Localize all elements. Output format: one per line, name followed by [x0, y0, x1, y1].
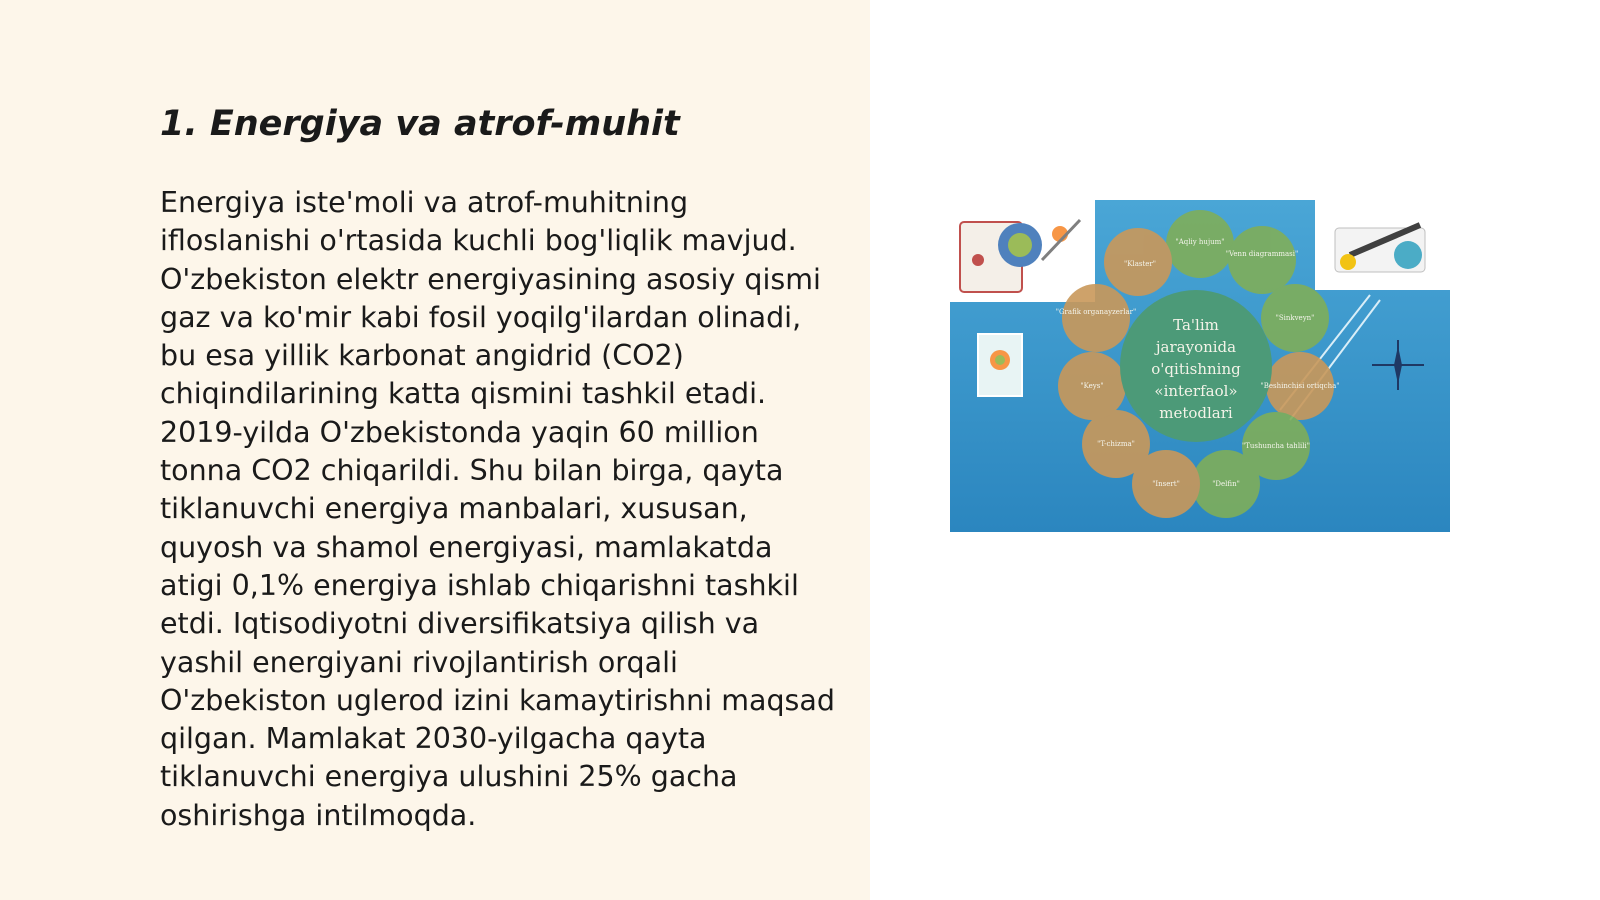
center-line-4: «interfaol» [1154, 382, 1238, 400]
center-line-1: Ta'lim [1173, 316, 1219, 334]
slide-title: 1. Energiya va atrof-muhit [160, 104, 680, 144]
petal-label: "Delfin" [1212, 480, 1240, 488]
center-line-3: o'qitishning [1151, 360, 1241, 378]
center-line-2: jarayonida [1155, 338, 1237, 356]
petal-label: "Grafik organayzerlar" [1055, 308, 1137, 316]
petal-label: "Klaster" [1124, 260, 1156, 268]
center-line-5: metodlari [1159, 404, 1233, 422]
small-card-icon [978, 334, 1022, 396]
petal-label: "Insert" [1152, 480, 1180, 488]
slide-body-text: Energiya iste'moli va atrof-muhitning ifloslanishi o'rtasida kuchli bog'liqlik mavjud. O'zbekiston elektr energiyasining asosiy qismi gaz va ko'mir kabi fosil yoqilg'ilardan olinadi, bu esa yillik karbonat angidrid (CO2) chiqindilarining katta qismini tashkil etadi. 2019-yilda O'zbekistonda yaqin 60 million tonna CO2 chiqarildi. Shu bilan birga, qayta tiklanuvchi energiya manbalari, xususan, quyosh va shamol energiyasi, mamlakatda atigi 0,1% energiya ishlab chiqarishni tashkil etdi. Iqtisodiyotni diversifikatsiya qilish va yashil energiyani rivojlantirish orqali O'zbekiston uglerod izini kamaytirishni maqsad qilgan. Mamlakat 2030-yilgacha qayta tiklanuvchi energiya ulushini 25% gacha oshirishga intilmoqda. [160, 186, 835, 832]
petal-label: "Tushuncha tahlili" [1241, 442, 1311, 450]
petal-label: "Beshinchisi ortiqcha" [1260, 382, 1340, 390]
science-tools-illustration-icon [1335, 225, 1425, 272]
petal-label: "Keys" [1080, 382, 1104, 390]
interactive-methods-diagram-image [950, 200, 1450, 532]
petal-label: "Sinkveyn" [1275, 314, 1315, 322]
petal-label: "Venn diagrammasi" [1225, 250, 1299, 258]
petal-label: "Aqliy hujum" [1175, 238, 1225, 246]
petal-label: "T-chizma" [1097, 440, 1135, 448]
